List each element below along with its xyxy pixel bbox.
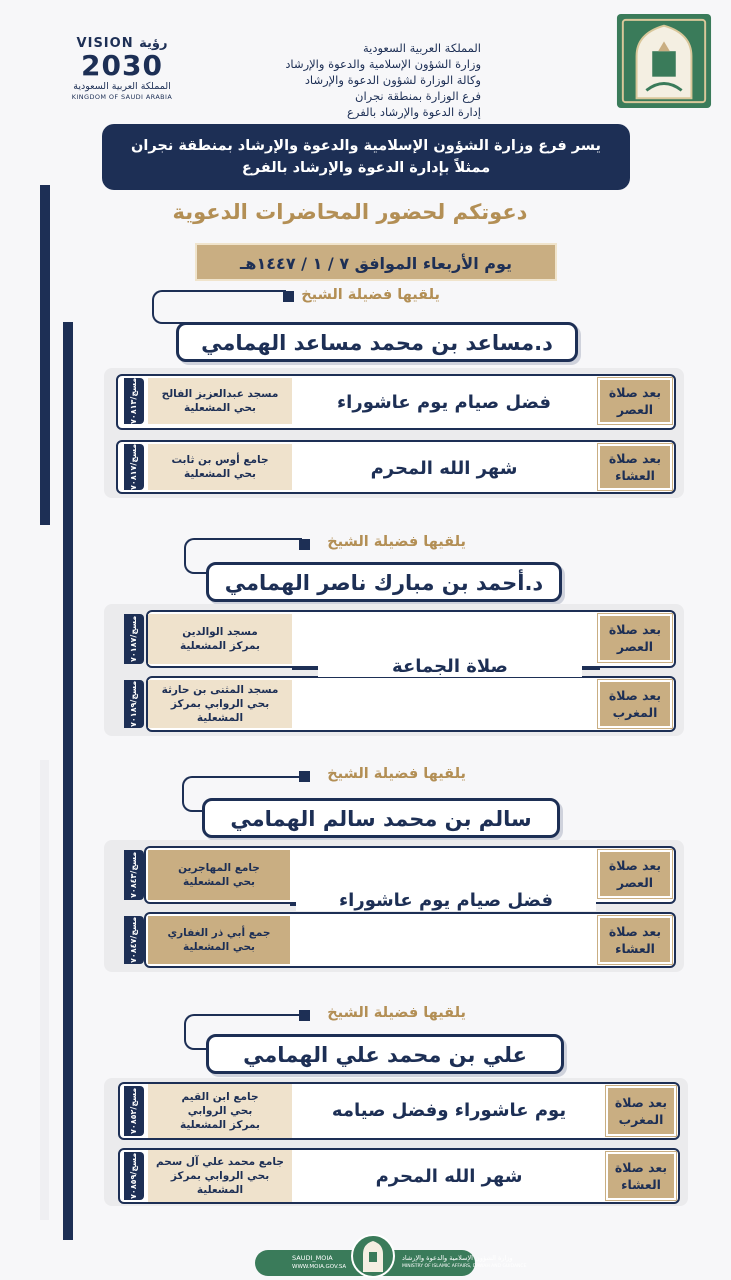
- prayer-time: بعد صلاة العصر: [598, 378, 672, 424]
- prayer-time: بعد صلاة العشاء: [606, 1152, 676, 1200]
- lecture-location: مسجد عبدالعزيز الفالح بحي المشعلية: [148, 378, 292, 424]
- mosque-code: مسج/٧٠٨١٧: [124, 444, 144, 490]
- vision-kingdom-ar: المملكة العربية السعودية: [73, 81, 171, 92]
- ministry-line: وكالة الوزارة لشؤون الدعوة والإرشاد: [304, 73, 481, 87]
- lecture-topic: يوم عاشوراء وفضل صيامه: [331, 1100, 567, 1121]
- ministry-line: المملكة العربية السعودية: [363, 41, 481, 55]
- prayer-time: بعد صلاة العشاء: [598, 444, 672, 490]
- prayer-time: بعد صلاة العشاء: [598, 916, 672, 964]
- lecture-location: جامع المهاجرين بحي المشعلية: [148, 850, 290, 900]
- lecture-location: مسجد المثنى بن حارثة بحي الروابي بمركز المشعلية: [148, 680, 292, 728]
- sheikh-label: يلقيها فضيلة الشيخ: [327, 534, 466, 550]
- lecture-location: مسجد الوالدين بمركز المشعلية: [148, 614, 292, 664]
- mosque-code: مسج/٧٠٨٥٩: [124, 1152, 144, 1200]
- mosque-code: مسج/٧٠٨٥٢: [124, 1086, 144, 1136]
- ministry-line: فرع الوزارة بمنطقة نجران: [355, 89, 481, 103]
- mosque-code: مسج/٧٠١٨٧: [124, 614, 144, 664]
- connector-square: [299, 1010, 310, 1021]
- ministry-line: وزارة الشؤون الإسلامية والدعوة والإرشاد: [285, 57, 481, 71]
- prayer-time: بعد صلاة المغرب: [598, 680, 672, 728]
- intro-banner-line: يسر فرع وزارة الشؤون الإسلامية والدعوة والإرشاد بمنطقة نجران: [131, 138, 601, 154]
- footer: [0, 1246, 731, 1280]
- sheikh-name: علي بن محمد علي الهمامي: [206, 1034, 564, 1074]
- footer-handle: SAUDI_MOIA: [292, 1254, 333, 1262]
- vision-kingdom-en: KINGDOM OF SAUDI ARABIA: [71, 93, 173, 101]
- footer-ministry-en: MINISTRY OF ISLAMIC AFFAIRS, DAWAH AND GUIDANCE: [402, 1264, 527, 1269]
- connector-square: [299, 539, 310, 550]
- sheikh-name: د.أحمد بن مبارك ناصر الهمامي: [206, 562, 562, 602]
- decor-bar: [40, 760, 49, 1220]
- vision-2030-logo: [62, 36, 182, 108]
- ministry-line: إدارة الدعوة والإرشاد بالفرع: [347, 105, 481, 119]
- lecture-location: جامع ابن القيم بحي الروابي بمركز المشعلية: [148, 1084, 292, 1138]
- sheikh-name: د.مساعد بن محمد مساعد الهمامي: [176, 322, 578, 362]
- sheikh-label: يلقيها فضيلة الشيخ: [327, 1005, 466, 1021]
- lecture-location: جامع محمد علي آل سحم بحي الروابي بمركز المشعلية: [148, 1150, 292, 1202]
- vision-word-ar: رؤية: [139, 36, 168, 51]
- prayer-time: بعد صلاة العصر: [598, 614, 672, 662]
- mosque-code: مسج/٧٠٨٤٣: [124, 850, 144, 900]
- decor-bar: [40, 185, 50, 525]
- lecture-location: جامع أوس بن ثابت بحي المشعلية: [148, 444, 292, 490]
- divider: [582, 668, 600, 670]
- footer-ministry-ar: وزارة الشؤون الإسلامية والدعوة والإرشاد: [402, 1254, 513, 1262]
- date-banner: يوم الأربعاء الموافق ٧ / ١ / ١٤٤٧هـ: [195, 243, 557, 281]
- prayer-time: بعد صلاة المغرب: [606, 1086, 676, 1136]
- connector-square: [299, 771, 310, 782]
- lecture-topic: صلاة الجماعة: [318, 656, 582, 677]
- sheikh-name: سالم بن محمد سالم الهمامي: [202, 798, 560, 838]
- invite-heading: دعوتكم لحضور المحاضرات الدعوية: [172, 200, 528, 224]
- mosque-code: مسج/٧٠٨٤٧: [124, 916, 144, 964]
- footer-emblem-icon: [351, 1234, 395, 1278]
- sheikh-label: يلقيها فضيلة الشيخ: [301, 287, 440, 303]
- vision-word: VISION: [76, 36, 134, 51]
- prayer-time: بعد صلاة العصر: [598, 850, 672, 898]
- vision-year: 2030: [81, 49, 163, 82]
- intro-banner: [102, 124, 630, 190]
- lecture-topic: فضل صيام يوم عاشوراء: [296, 890, 596, 911]
- ministry-header-text: [236, 40, 481, 120]
- lecture-topic: شهر الله المحرم: [375, 1166, 523, 1187]
- footer-website: WWW.MOIA.GOV.SA: [292, 1264, 347, 1270]
- lecture-location: جمع أبي ذر الغفاري بحي المشعلية: [148, 916, 290, 964]
- intro-banner-line: ممثلاً بإدارة الدعوة والإرشاد بالفرع: [241, 160, 491, 176]
- connector: [152, 290, 286, 324]
- mosque-code: مسج/٧٠٨١٣: [124, 378, 144, 424]
- lecture-topic: فضل صيام يوم عاشوراء: [336, 392, 552, 413]
- decor-bar: [63, 322, 73, 1240]
- mosque-code: مسج/٧٠١٨٩: [124, 680, 144, 728]
- lecture-topic: شهر الله المحرم: [370, 458, 518, 479]
- sheikh-label: يلقيها فضيلة الشيخ: [327, 766, 466, 782]
- ministry-emblem-icon: [615, 12, 713, 110]
